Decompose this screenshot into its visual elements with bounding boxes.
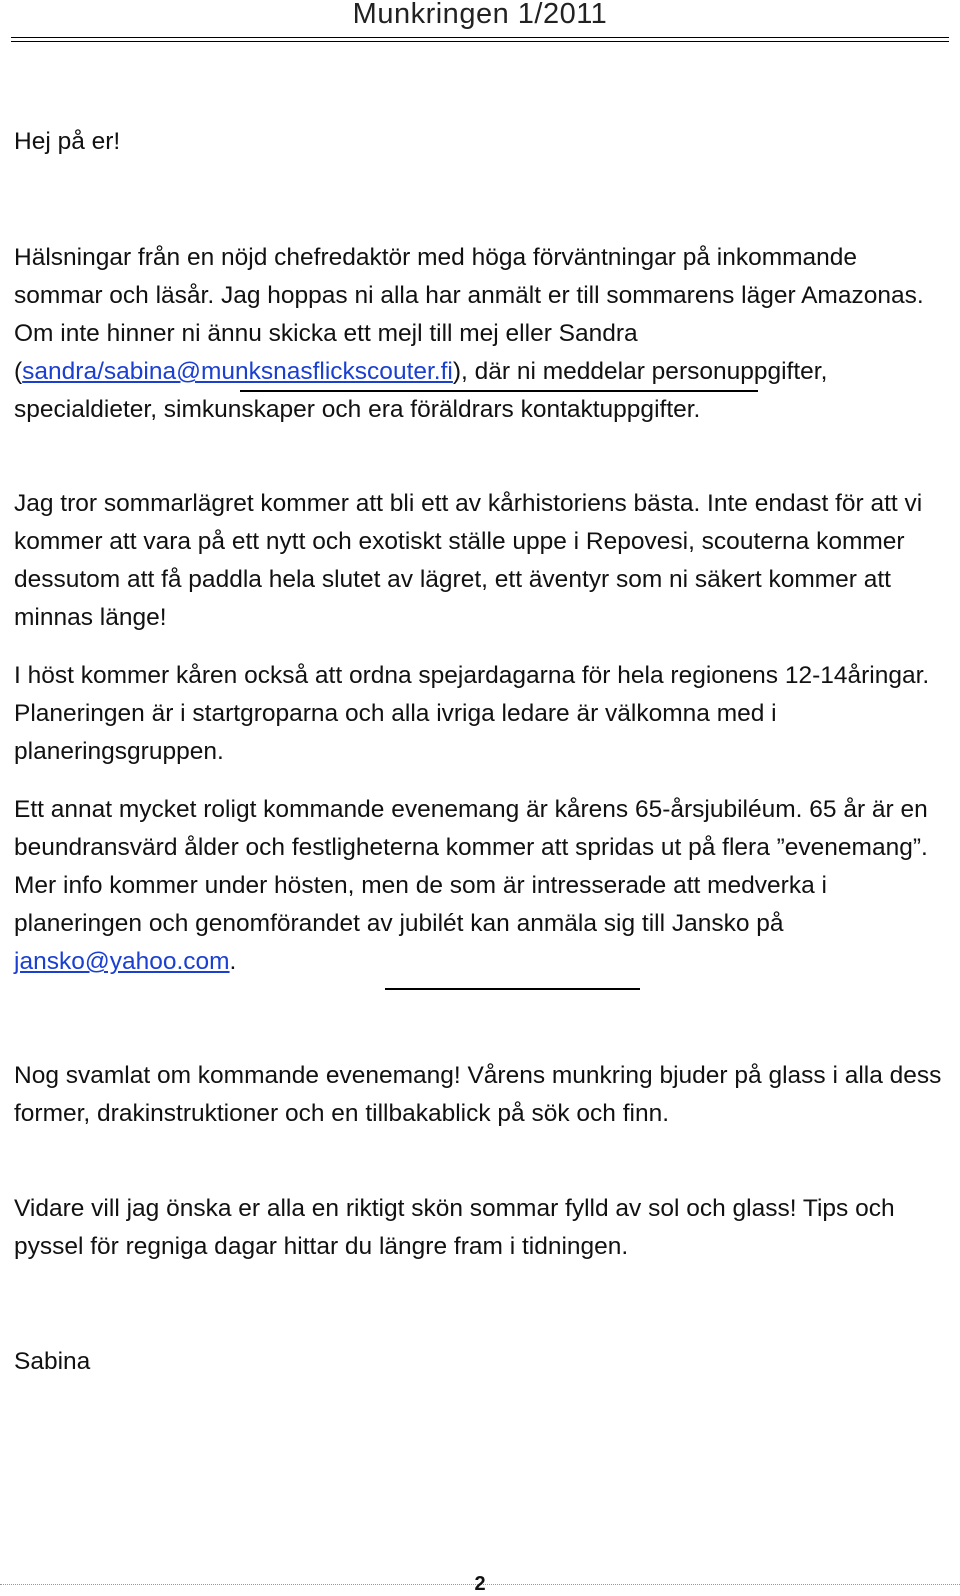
paragraph-4-end: . bbox=[229, 948, 237, 975]
email-link-sandra-sabina[interactable]: sandra/sabina@munksnasflickscouter.fi bbox=[22, 358, 453, 385]
link-underline-rule-2 bbox=[385, 988, 640, 990]
page-number: 2 bbox=[474, 1573, 486, 1595]
page-header-title: Munkringen 1/2011 bbox=[352, 0, 608, 30]
greeting bbox=[14, 123, 944, 161]
paragraph-1-rest: ), där ni meddelar personuppgifter, specialdieter, simkunskaper och era föräldrars kontaktuppgifter. bbox=[14, 358, 828, 423]
header-rule bbox=[11, 37, 949, 42]
paragraph-4-intro: Ett annat mycket roligt kommande evenemang är kårens 65-årsjubiléum. 65 år är en beundransvärd ålder och festligheterna kommer att spridas ut på flera ”evenemang”. Mer info kommer under hösten, men de som är intresserade att medverka i planeringen och genomförandet av jubilét kan anmäla sig till Jansko på bbox=[14, 796, 928, 937]
paragraph-6-text: Vidare vill jag önska er alla en riktigt skön sommar fylld av sol och glass! Tips och pyssel för regniga dagar hittar du längre fram i tidningen. bbox=[14, 1195, 895, 1260]
paragraph-4-text bbox=[14, 791, 944, 981]
paragraph-1-text bbox=[14, 239, 944, 429]
greeting-text: Hej på er! bbox=[14, 128, 121, 155]
paragraph-5 bbox=[14, 1057, 944, 1133]
paragraph-1-intro: Hälsningar från en nöjd chefredaktör med höga förväntningar på inkommande sommar och läsår. Jag hoppas ni alla har anmält er till sommarens läger Amazonas. Om inte hinner ni ännu skicka ett mejl till mej eller Sandra ( bbox=[14, 244, 924, 385]
paragraph-2 bbox=[14, 485, 944, 637]
paragraph-6 bbox=[14, 1190, 944, 1266]
paragraph-3 bbox=[14, 657, 944, 771]
link-underline-rule bbox=[240, 390, 758, 392]
paragraph-4 bbox=[14, 791, 944, 981]
paragraph-2-text: Jag tror sommarlägret kommer att bli ett av kårhistoriens bästa. Inte endast för att vi kommer att vara på ett nytt och exotiskt ställe uppe i Repovesi, scouterna kommer dessutom att få paddla hela slutet av lägret, ett äventyr som ni säkert kommer att minnas länge! bbox=[14, 490, 923, 631]
paragraph-5-text: Nog svamlat om kommande evenemang! Vårens munkring bjuder på glass i alla dess former, drakinstruktioner och en tillbakablick på sök och finn. bbox=[14, 1062, 942, 1127]
paragraph-1 bbox=[14, 239, 944, 429]
signature-text: Sabina bbox=[14, 1348, 91, 1375]
signature bbox=[14, 1343, 944, 1381]
email-link-jansko[interactable]: jansko@yahoo.com bbox=[14, 948, 230, 975]
paragraph-3-text: I höst kommer kåren också att ordna spejardagarna för hela regionens 12-14åringar. Planeringen är i startgroparna och alla ivriga ledare är välkomna med i planeringsgruppen. bbox=[14, 662, 930, 765]
